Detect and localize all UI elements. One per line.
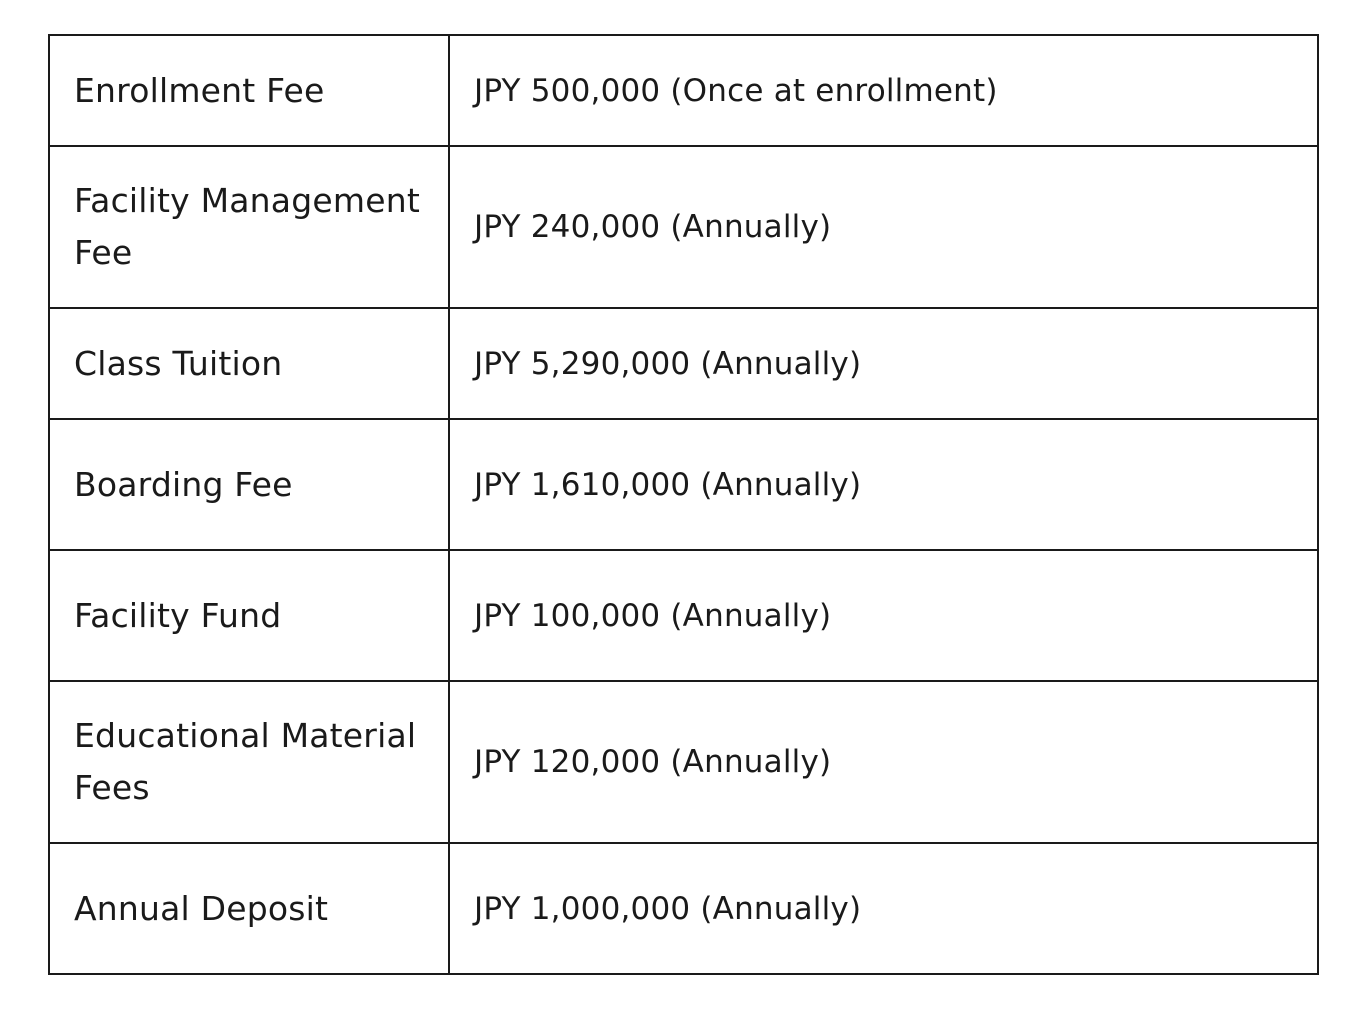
fee-table	[48, 34, 1319, 975]
fee-amount-cell: JPY 100,000 (Annually)	[449, 550, 1318, 681]
fee-amount-cell: JPY 500,000 (Once at enrollment)	[449, 35, 1318, 146]
fee-item-cell: Annual Deposit	[49, 843, 449, 974]
table-row	[49, 419, 1318, 550]
fee-amount-cell: JPY 120,000 (Annually)	[449, 681, 1318, 843]
fee-amount-cell: JPY 1,000,000 (Annually)	[449, 843, 1318, 974]
fee-amount-cell: JPY 240,000 (Annually)	[449, 146, 1318, 308]
fee-item-cell: Educational Material Fees	[49, 681, 449, 843]
fee-amount-cell: JPY 5,290,000 (Annually)	[449, 308, 1318, 419]
fee-item-cell: Enrollment Fee	[49, 35, 449, 146]
table-row	[49, 550, 1318, 681]
fee-item-cell: Facility Management Fee	[49, 146, 449, 308]
table-row	[49, 146, 1318, 308]
table-row	[49, 35, 1318, 146]
table-row	[49, 843, 1318, 974]
fee-item-cell: Class Tuition	[49, 308, 449, 419]
fee-item-cell: Facility Fund	[49, 550, 449, 681]
table-row	[49, 308, 1318, 419]
fee-amount-cell: JPY 1,610,000 (Annually)	[449, 419, 1318, 550]
fee-item-cell: Boarding Fee	[49, 419, 449, 550]
table-row	[49, 681, 1318, 843]
